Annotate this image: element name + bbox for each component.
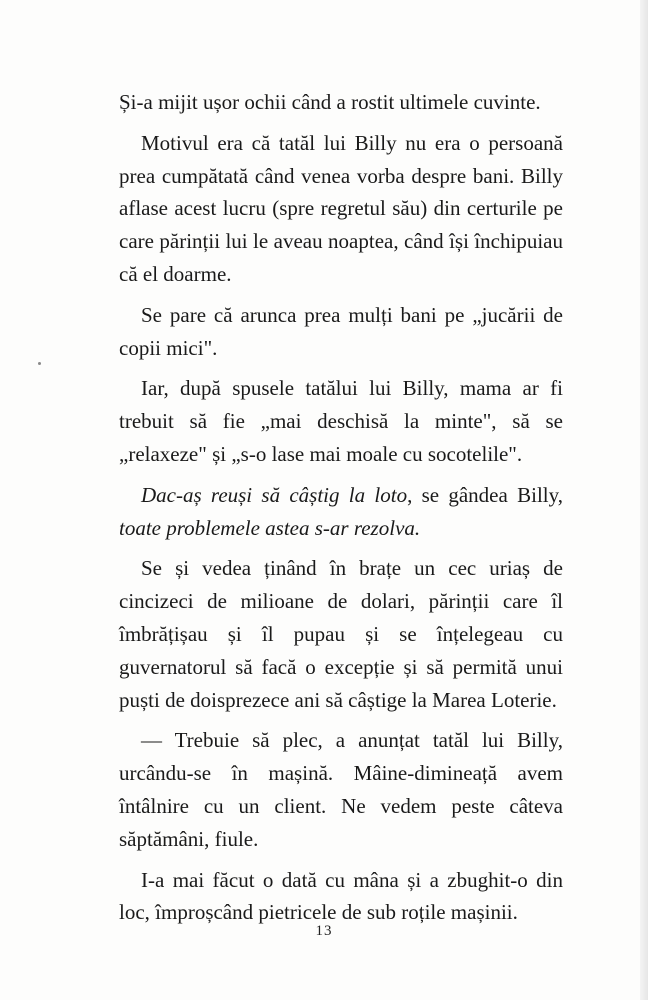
page-number: 13 xyxy=(315,923,333,939)
italic-text-run: toate problemele astea s-ar rezolva. xyxy=(119,515,421,540)
paragraph xyxy=(119,372,563,470)
paragraph xyxy=(119,86,563,119)
paragraph xyxy=(119,552,563,716)
paragraph xyxy=(119,479,563,545)
paragraph xyxy=(119,299,563,365)
text-run: Se pare că arunca prea mulți bani pe „jucării de copii mici". xyxy=(119,302,563,360)
page-edge-shadow xyxy=(640,0,648,1000)
text-run: Și-a mijit ușor ochii când a rostit ultimele cuvinte. xyxy=(119,90,541,114)
text-run: , se gândea Billy, xyxy=(407,482,563,507)
paragraph xyxy=(119,127,563,291)
text-run: — Trebuie să plec, a anunțat tatăl lui Billy, urcându-se în mașină. Mâine-dimineață avem întâlnire cu un client. Ne vedem peste câteva săptămâni, fiule. xyxy=(119,728,563,851)
text-run: Se și vedea ținând în brațe un cec uriaș de cincizeci de milioane de dolari, părinții care îl îmbrățișau și îl pupau și se înțelegeau cu guvernatorul să facă o excepție și să permită unui puști de doisprezece ani să câștige la Marea Loterie. xyxy=(119,556,563,712)
text-run: Motivul era că tatăl lui Billy nu era o persoană prea cumpătată când venea vorba despre bani. Billy aflase acest lucru (spre regretul său) din certurile pe care părinții lui le aveau noaptea, când își închipuiau că el doarme. xyxy=(119,130,563,286)
paragraph xyxy=(119,864,563,930)
body-text xyxy=(119,80,563,929)
paragraph xyxy=(119,724,563,855)
text-run: Iar, după spusele tatălui lui Billy, mama ar fi trebuit să fie „mai deschisă la minte", să se „relaxeze" și „s-o lase mai moale cu socotelile". xyxy=(119,376,563,466)
italic-text-run: Dac-aș reuși să câștig la loto xyxy=(141,482,408,507)
text-run: I-a mai făcut o dată cu mâna și a zbughit-o din loc, împroșcând pietricele de sub roțile mașinii. xyxy=(119,867,563,925)
paper-speck xyxy=(38,362,41,365)
